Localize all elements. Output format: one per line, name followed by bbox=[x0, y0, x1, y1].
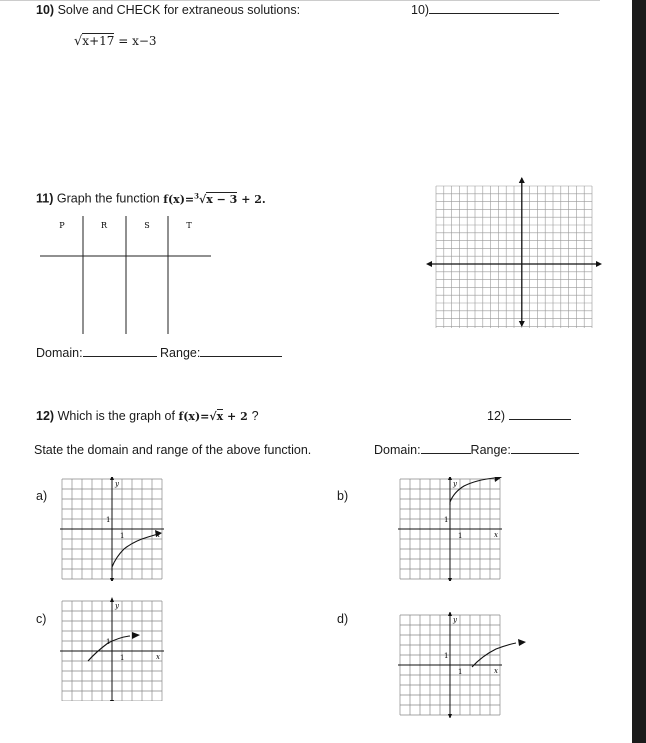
q11-radicand: x − 3 bbox=[206, 192, 238, 206]
q12-func-name: f(x) bbox=[178, 410, 201, 423]
q12-equation: f(x)=√x + 2 bbox=[178, 410, 248, 423]
y-axis-label: y bbox=[115, 480, 119, 488]
table-header-r: R bbox=[100, 221, 108, 230]
q11-period: . bbox=[261, 192, 266, 206]
q12-state-text: State the domain and range of the above function. bbox=[34, 443, 312, 457]
q12-range-blank[interactable] bbox=[511, 443, 579, 454]
q11-domain-range bbox=[36, 346, 282, 360]
q12-domain-range bbox=[374, 443, 579, 457]
q10-rhs: = x−3 bbox=[118, 34, 157, 48]
y-axis-arrow bbox=[110, 700, 114, 701]
option-b-graph[interactable] bbox=[398, 477, 506, 581]
option-a-graph[interactable] bbox=[60, 477, 166, 581]
q11-range-blank[interactable] bbox=[200, 346, 282, 357]
y-axis-arrow bbox=[448, 578, 452, 581]
right-scrollbar[interactable] bbox=[632, 0, 646, 743]
q11-func-name: f(x) bbox=[163, 192, 185, 206]
curve-arrow bbox=[494, 477, 502, 482]
q12-radicand: x bbox=[216, 410, 224, 423]
option-b-label[interactable]: b) bbox=[337, 489, 349, 503]
x-axis-label: x bbox=[156, 653, 160, 661]
option-d-graph[interactable] bbox=[398, 612, 530, 718]
q11-coordinate-grid[interactable] bbox=[424, 176, 604, 328]
y-axis-label: y bbox=[453, 616, 457, 624]
x-axis-label: x bbox=[494, 531, 498, 539]
option-d-label[interactable]: d) bbox=[337, 612, 349, 626]
q12-qmark: ? bbox=[251, 409, 259, 423]
function-curve bbox=[112, 534, 158, 571]
x-tick-label: 1 bbox=[458, 532, 463, 540]
x-tick-label: 1 bbox=[458, 668, 463, 676]
q11-prompt-line bbox=[36, 191, 266, 206]
y-tick-label: 1 bbox=[444, 516, 449, 524]
q10-prompt-line bbox=[36, 3, 300, 17]
option-a-label[interactable]: a) bbox=[36, 489, 48, 503]
x-tick-label: 1 bbox=[120, 532, 125, 540]
x-tick-label: 1 bbox=[120, 654, 125, 662]
x-axis-label: x bbox=[494, 667, 498, 675]
q10-equation: √x+17 = x−3 bbox=[74, 34, 157, 49]
x-axis-right-arrow bbox=[596, 261, 602, 267]
y-axis-arrow bbox=[110, 597, 114, 602]
q11-prompt: Graph the function bbox=[56, 191, 160, 206]
y-axis-label: y bbox=[453, 480, 457, 488]
q11-tail: + 2 bbox=[241, 192, 262, 206]
table-header-p: P bbox=[59, 221, 65, 230]
curve-arrow bbox=[132, 632, 140, 639]
q10-number: 10) bbox=[36, 3, 55, 17]
q11-domain-label: Domain: bbox=[36, 346, 83, 360]
q12-domain-label: Domain: bbox=[374, 443, 421, 457]
page-top-rule bbox=[0, 0, 600, 1]
q12-tail: + 2 bbox=[227, 410, 248, 423]
y-axis-arrow bbox=[110, 578, 114, 581]
y-axis-arrow bbox=[110, 477, 114, 480]
q12-prompt-line bbox=[36, 409, 259, 423]
q10-prompt: Solve and CHECK for extraneous solutions: bbox=[57, 3, 301, 17]
q12-answer-label: 12) bbox=[487, 409, 506, 423]
q11-range-label: Range: bbox=[160, 346, 201, 360]
q11-root-index: 3 bbox=[194, 191, 200, 200]
table-header-s: S bbox=[144, 221, 150, 230]
x-axis-left-arrow bbox=[426, 261, 432, 267]
q11-equation: f(x)=$^3$√x − 3 + 2. bbox=[163, 191, 266, 206]
q11-eq-sign: = bbox=[184, 192, 195, 206]
y-axis-up-arrow bbox=[519, 177, 525, 183]
q11-value-table bbox=[36, 214, 216, 336]
y-axis-label: y bbox=[115, 602, 119, 610]
q12-domain-blank[interactable] bbox=[421, 443, 471, 454]
y-axis-arrow bbox=[448, 714, 452, 718]
q12-prompt: Which is the graph of bbox=[57, 409, 175, 423]
y-tick-label: 1 bbox=[444, 652, 449, 660]
table-header-t: T bbox=[186, 221, 192, 230]
y-axis-arrow bbox=[448, 612, 452, 616]
y-tick-label: 1 bbox=[106, 516, 111, 524]
q12-eq-sign: = bbox=[200, 410, 210, 423]
q12-answer-blank[interactable] bbox=[487, 409, 571, 423]
y-axis-arrow bbox=[448, 477, 452, 480]
option-c-label[interactable]: c) bbox=[36, 612, 47, 626]
q10-answer-blank[interactable] bbox=[411, 3, 559, 17]
curve-arrow bbox=[518, 639, 526, 646]
q11-domain-blank[interactable] bbox=[83, 346, 157, 357]
option-c-graph[interactable] bbox=[60, 597, 166, 701]
q12-number: 12) bbox=[36, 409, 55, 423]
q11-number: 11) bbox=[36, 191, 54, 206]
y-tick-label: 1 bbox=[106, 638, 111, 646]
q10-radicand: x+17 bbox=[82, 34, 115, 48]
q12-range-label: Range: bbox=[470, 443, 511, 457]
q10-answer-label: 10) bbox=[411, 3, 430, 17]
